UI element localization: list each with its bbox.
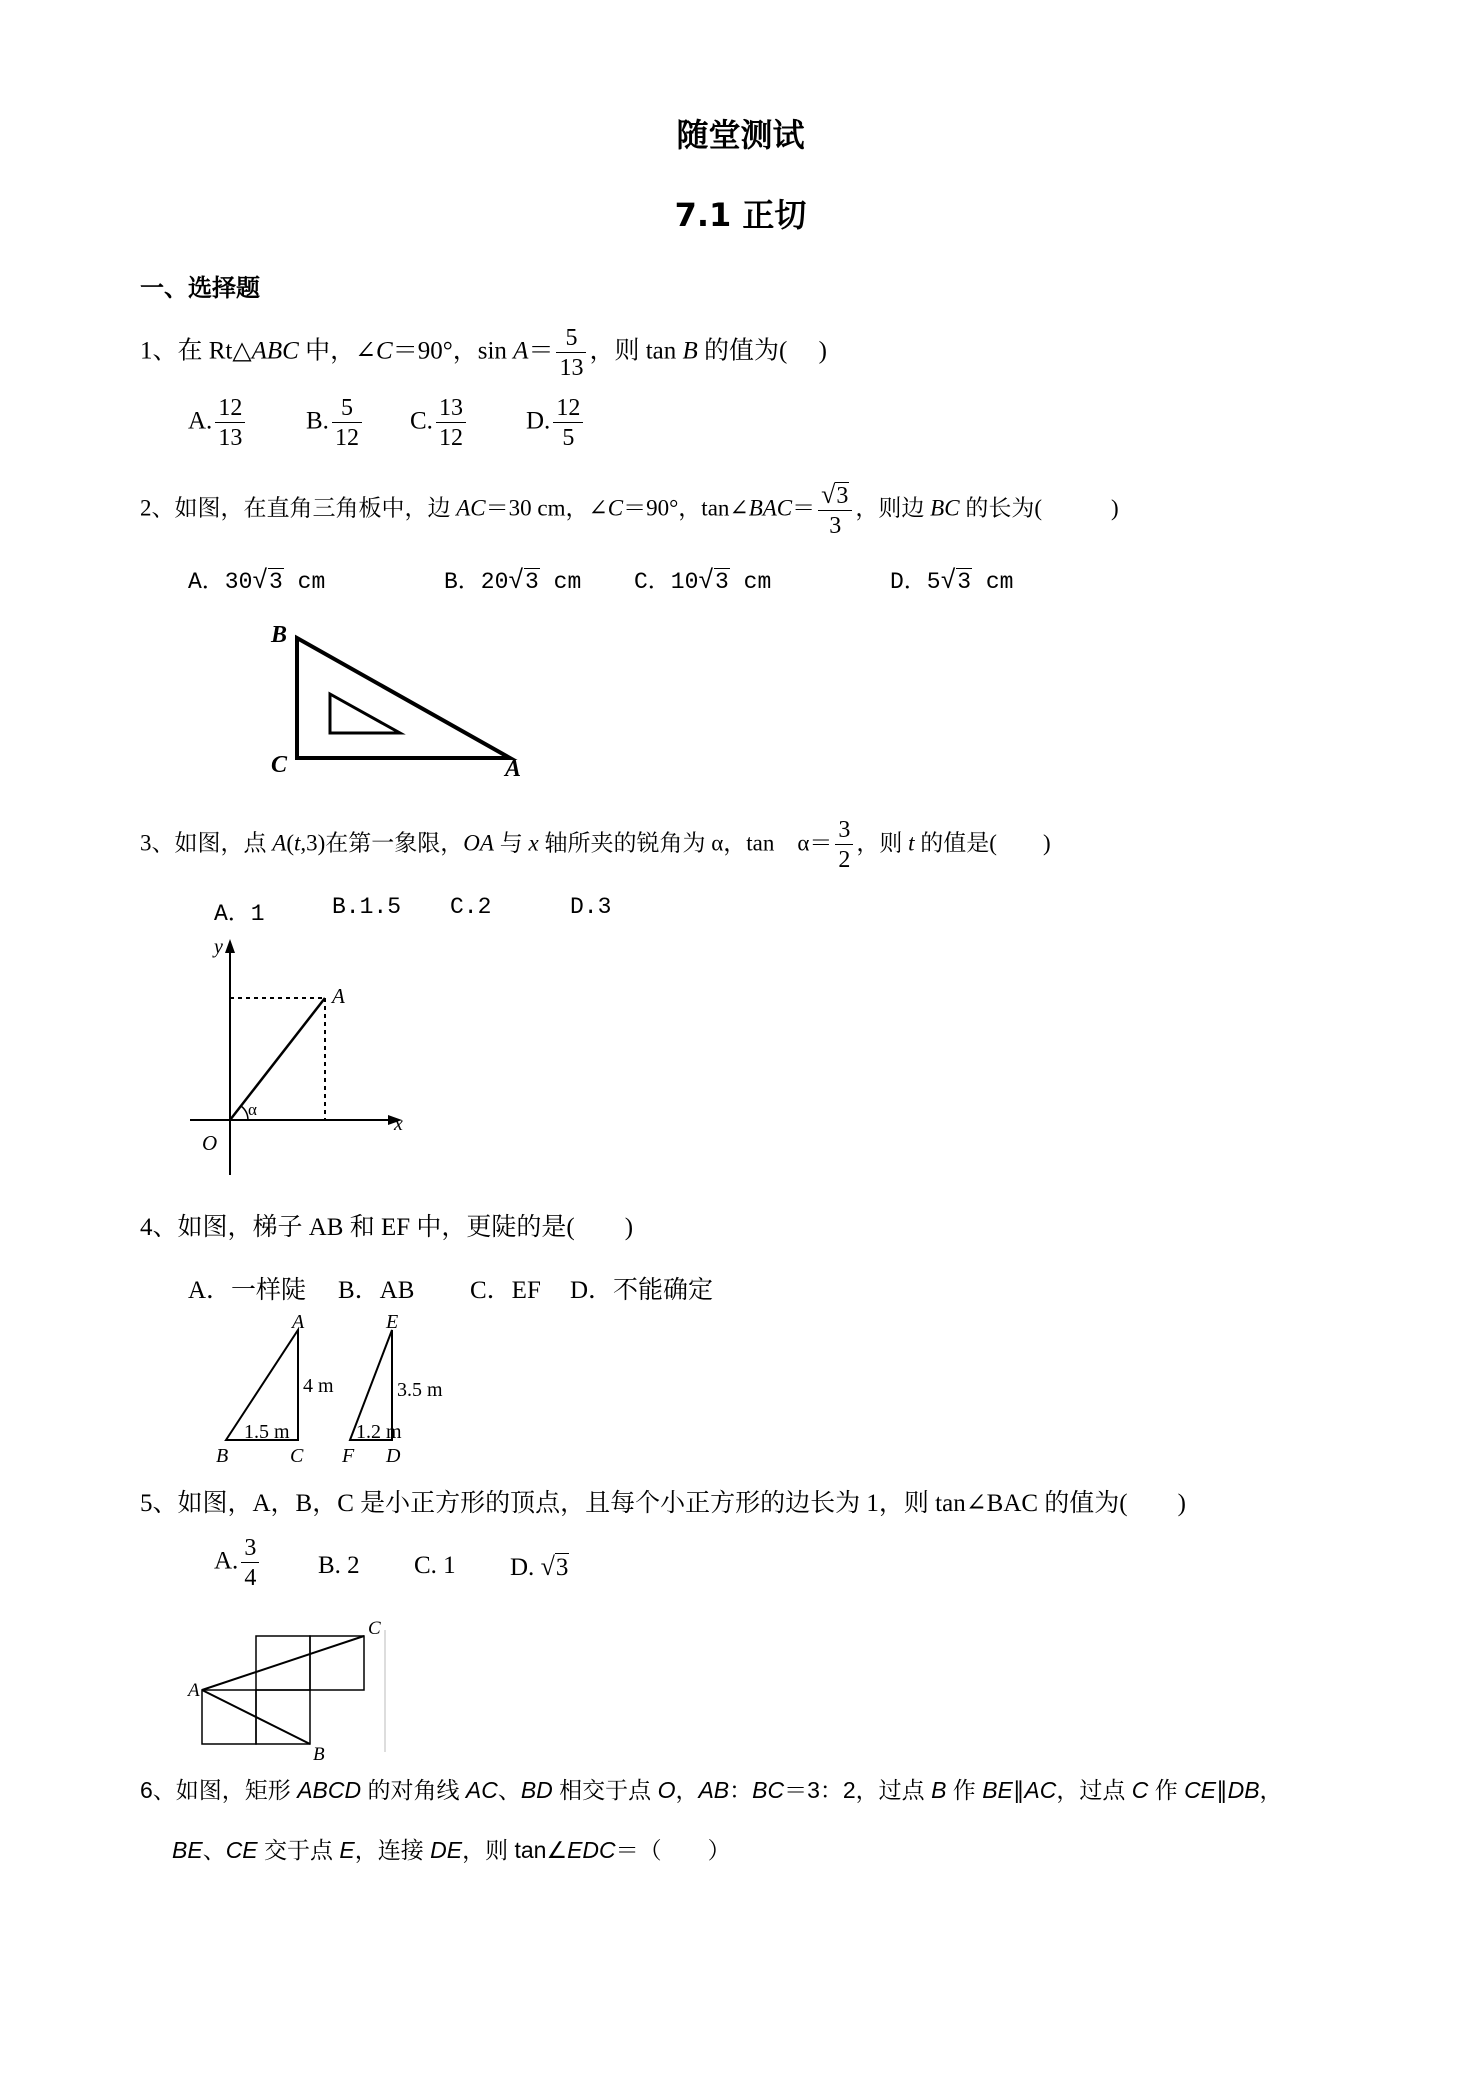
- q4-option-b: B．AB: [338, 1277, 415, 1304]
- q1-option-d: D. $\frac{12}{5}$: [526, 396, 586, 450]
- q2-option-a: A．30√3 cm: [188, 566, 326, 596]
- q5-option-c: C. 1: [414, 1552, 456, 1579]
- label-fd-width: 1.2 m: [356, 1421, 402, 1443]
- label-b: B: [313, 1744, 325, 1765]
- q2-option-c: C．10√3 cm: [634, 566, 772, 596]
- label-d: D: [386, 1445, 401, 1467]
- fraction: $\frac{5}{13}$: [556, 326, 586, 380]
- q3-option-d: D.3: [570, 894, 612, 920]
- label-b: B: [216, 1445, 229, 1467]
- angle-arc: [241, 1106, 248, 1120]
- label-c: C: [290, 1445, 304, 1467]
- q4-option-c: C．EF: [470, 1277, 541, 1304]
- q1-option-c: C. $\frac{13}{12}$: [410, 396, 469, 450]
- q5-option-a: A. $\frac{3}{4}$: [214, 1536, 262, 1590]
- label-e: E: [386, 1311, 399, 1333]
- q3-coordinate-figure: [180, 935, 420, 1185]
- page-title: 随堂测试: [676, 116, 805, 154]
- question-2: 2、如图，在直角三角板中，边 AC＝30 cm，∠C＝90°，tan∠BAC＝ $\frac{√3}{3}$ ，则边 BC 的长为( ): [140, 480, 1119, 539]
- inner-triangle: [330, 694, 400, 733]
- question-3: 3、如图，点 A(t,3)在第一象限，OA 与 x 轴所夹的锐角为 α，tan α＝ $\frac{3}{2}$ ，则 t 的值是( ): [140, 817, 1051, 873]
- label-a: A: [332, 984, 345, 1008]
- q1-option-a: A. $\frac{12}{13}$: [188, 396, 248, 450]
- label-a: A: [292, 1311, 305, 1333]
- question-1: 1、在 Rt△ABC 中，∠C＝90°，sin A＝ $\frac{5}{13}$ ，则 tan B 的值为( ): [140, 325, 827, 381]
- q2-option-b: B．20√3 cm: [444, 566, 582, 596]
- label-ab-height: 4 m: [303, 1375, 334, 1397]
- question-4: 4、如图，梯子 AB 和 EF 中，更陡的是( ): [140, 1214, 634, 1241]
- label-c: C: [271, 752, 288, 778]
- label-ed-height: 3.5 m: [397, 1379, 443, 1401]
- segment-oa: [230, 998, 325, 1120]
- q2-triangle-figure: [265, 620, 535, 785]
- question-5: 5、如图，A，B，C 是小正方形的顶点，且每个小正方形的边长为 1，则 tan∠BAC 的值为( ): [140, 1490, 1186, 1517]
- question-6-line-2: BE、CE 交于点 E，连接 DE，则 tan∠EDC＝（ ）: [172, 1837, 731, 1863]
- segment-ac: [202, 1636, 364, 1690]
- section-heading: 一、选择题: [140, 274, 260, 302]
- label-y: y: [214, 936, 223, 958]
- y-arrow: [225, 939, 235, 953]
- fraction: $\frac{√3}{3}$: [818, 482, 852, 538]
- grid-squares: [202, 1636, 364, 1744]
- q4-option-a: A．一样陡: [188, 1277, 307, 1304]
- label-o: O: [202, 1131, 218, 1155]
- label-f: F: [342, 1445, 355, 1467]
- q5-option-b: B. 2: [318, 1552, 360, 1579]
- label-x: x: [394, 1113, 403, 1135]
- q3-option-b: B.1.5: [332, 894, 402, 920]
- q3-option-c: C.2: [450, 894, 492, 920]
- q4-ladders-figure: [210, 1310, 490, 1470]
- page-subtitle: 7.1 正切: [674, 196, 807, 234]
- label-b: B: [271, 622, 288, 648]
- label-bc-width: 1.5 m: [244, 1421, 290, 1443]
- q3-option-a: A．1: [214, 901, 265, 927]
- label-c: C: [368, 1618, 381, 1639]
- q4-option-d: D．不能确定: [570, 1277, 714, 1304]
- fraction: $\frac{3}{2}$: [835, 818, 853, 872]
- q5-option-d: D. √3: [510, 1552, 569, 1581]
- label-a: A: [188, 1680, 200, 1701]
- question-6-line-1: 6、如图，矩形 ABCD 的对角线 AC、BD 相交于点 O，AB：BC＝3：2，过点 B 作 BE∥AC，过点 C 作 CE∥DB，: [140, 1777, 1283, 1803]
- label-a: A: [505, 756, 522, 782]
- q5-grid-figure: [185, 1610, 395, 1765]
- label-alpha: α: [248, 1100, 257, 1119]
- q2-option-d: D．5√3 cm: [890, 566, 1014, 596]
- q1-option-b: B. $\frac{5}{12}$: [306, 396, 365, 450]
